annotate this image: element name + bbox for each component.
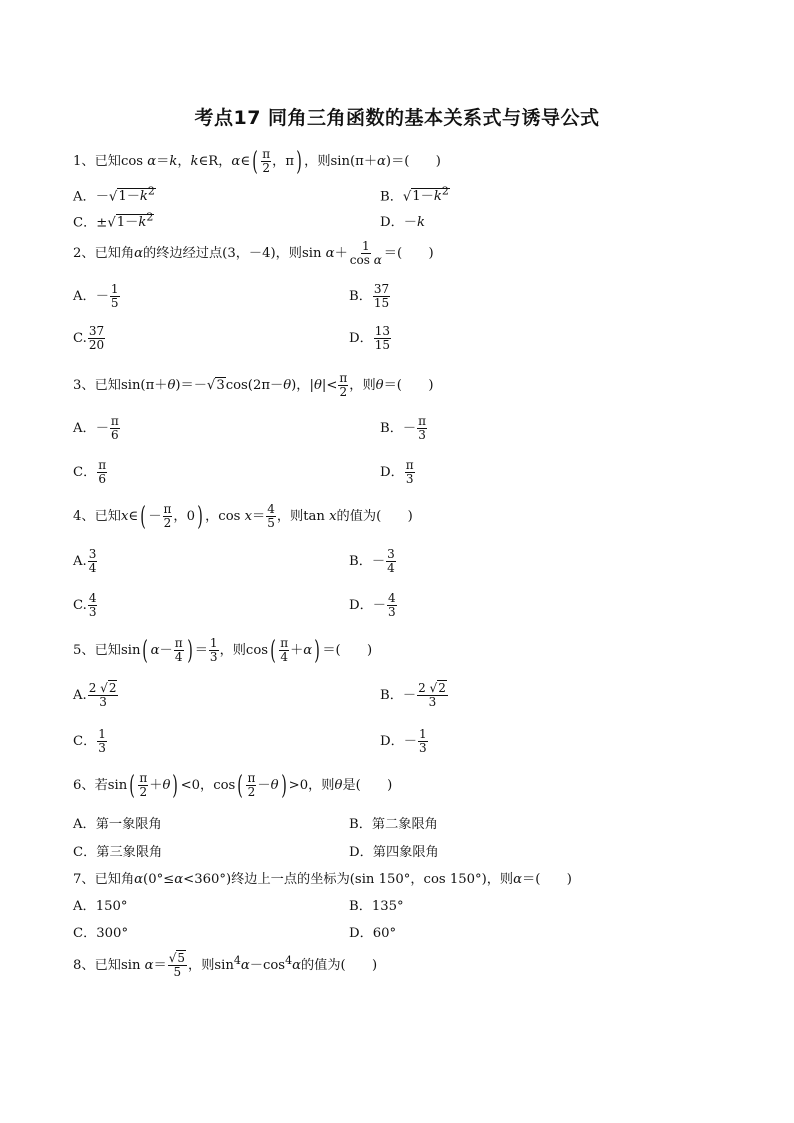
question-1-option-a: A．$-√1-k^2$	[73, 185, 155, 205]
question-7-option-c: C．300°	[73, 926, 129, 941]
question-6-stem: 6、若sin( $\frac{\pi}{2}$ ＋θ) <0，cos( $\frac{\pi}{2}$ －θ) >0，则θ是( )	[73, 770, 393, 801]
question-6-option-c: C．第三象限角	[73, 845, 163, 860]
question-3-option-c: C． $\frac{\pi}{6}$	[73, 458, 107, 487]
question-7-stem: 7、已知角α(0°≤α<360°)终边上一点的坐标为(sin 150°，cos 150°)，则α＝( )	[73, 872, 572, 887]
question-3-option-d: D． $\frac{\pi}{3}$	[380, 458, 414, 487]
question-5-option-d: D．－ $\frac{1}{3}$	[380, 727, 427, 756]
question-6-option-d: D．第四象限角	[349, 845, 439, 860]
question-7-option-d: D．60°	[349, 926, 397, 941]
question-8-stem: 8、已知sin α＝ $\frac{√5}{5}$ ，则$\sin^4\alpha-\cos^4\alpha$的值为( )	[73, 951, 378, 980]
question-4-option-c: C. $\frac{4}{3}$	[73, 591, 97, 620]
question-2-option-b: B． $\frac{37}{15}$	[349, 282, 390, 311]
question-1-option-c: C．$\pm√1-k^2$	[73, 211, 154, 231]
question-2-option-a: A．－ $\frac{1}{5}$	[73, 282, 119, 311]
question-4-stem: 4、已知x∈( － $\frac{\pi}{2}$ ，0) ，cos x＝ $\frac{4}{5}$ ，则tan x的值为( )	[73, 501, 413, 532]
question-5-option-b: B．－ $\frac{2 √2}{3}$	[380, 681, 446, 710]
question-4-option-b: B．－ $\frac{3}{4}$	[349, 547, 395, 576]
page-title: 考点17 同角三角函数的基本关系式与诱导公式	[194, 107, 600, 129]
question-4-option-d: D．－ $\frac{4}{3}$	[349, 591, 396, 620]
question-1-stem: 1、已知cos α＝k，k∈R，α∈( $\frac{\pi}{2}$ ，π) ，则sin(π＋α)＝( )	[73, 146, 441, 177]
question-3-option-b: B．－ $\frac{\pi}{3}$	[380, 414, 426, 443]
question-1-option-d: D．－k	[380, 215, 425, 230]
question-6-option-b: B．第二象限角	[349, 817, 438, 832]
question-5-option-a: A. $\frac{2 √2}{3}$	[73, 681, 117, 710]
question-2-option-d: D． $\frac{13}{15}$	[349, 324, 391, 353]
question-7-option-a: A．150°	[73, 899, 128, 914]
question-4-option-a: A. $\frac{3}{4}$	[73, 547, 97, 576]
question-1-option-b: B．$√1-k^2$	[380, 185, 449, 205]
question-7-option-b: B．135°	[349, 899, 404, 914]
question-6-option-a: A．第一象限角	[73, 817, 162, 832]
question-2-option-c: C. $\frac{37}{20}$	[73, 324, 105, 353]
question-3-stem: 3、已知sin(π＋θ)＝－√3cos(2π－θ)，|θ|< $\frac{\pi}{2}$ ，则θ＝( )	[73, 371, 434, 400]
question-5-option-c: C． $\frac{1}{3}$	[73, 727, 106, 756]
question-5-stem: 5、已知sin( α－ $\frac{\pi}{4}$ ) ＝ $\frac{1}{3}$ ，则cos( $\frac{\pi}{4}$ ＋α) ＝( )	[73, 635, 373, 666]
question-3-option-a: A．－ $\frac{\pi}{6}$	[73, 414, 119, 443]
question-2-stem: 2、已知角α的终边经过点(3，－4)，则sin α＋ $\frac{1}{\text{cos α}}$ ＝( )	[73, 239, 434, 268]
